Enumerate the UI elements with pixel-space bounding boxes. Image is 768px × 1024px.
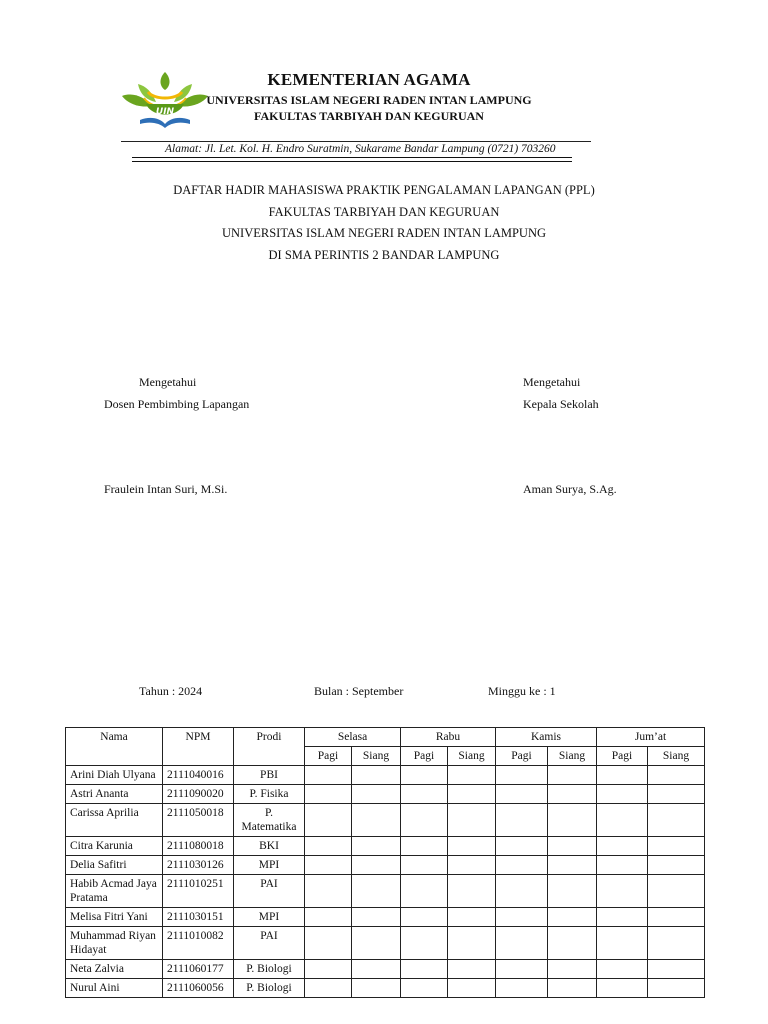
attendance-morning-cell [496, 856, 548, 875]
attendance-afternoon-cell [352, 766, 401, 785]
attendance-morning-cell [597, 875, 648, 908]
attendance-afternoon-cell [648, 785, 705, 804]
attendance-afternoon-cell [448, 785, 496, 804]
right-acknowledged: Mengetahui [523, 375, 581, 389]
student-npm-cell: 2111040016 [163, 766, 234, 785]
student-npm-cell: 2111060177 [163, 960, 234, 979]
attendance-afternoon-cell [352, 927, 401, 960]
attendance-afternoon-cell [448, 837, 496, 856]
student-prodi-cell: P. Matematika [234, 804, 305, 837]
attendance-morning-cell [597, 785, 648, 804]
attendance-morning-cell [305, 856, 352, 875]
attendance-afternoon-cell [548, 856, 597, 875]
attendance-morning-cell [496, 785, 548, 804]
student-name-cell: Melisa Fitri Yani [66, 908, 163, 927]
student-prodi-cell: P. Biologi [234, 979, 305, 998]
attendance-morning-cell [305, 837, 352, 856]
student-prodi-cell: P. Biologi [234, 960, 305, 979]
student-prodi-cell: P. Fisika [234, 785, 305, 804]
student-npm-cell: 2111010251 [163, 875, 234, 908]
student-name-cell: Muhammad Riyan Hidayat [66, 927, 163, 960]
col-header-name: Nama [66, 728, 163, 766]
address-line: Alamat: Jl. Let. Kol. H. Endro Suratmin, Sukarame Bandar Lampung (0721) 703260 [165, 143, 556, 155]
attendance-morning-cell [597, 908, 648, 927]
attendance-morning-cell [597, 837, 648, 856]
student-prodi-cell: PBI [234, 766, 305, 785]
attendance-afternoon-cell [648, 875, 705, 908]
attendance-afternoon-cell [548, 908, 597, 927]
attendance-afternoon-cell [352, 908, 401, 927]
attendance-afternoon-cell [648, 927, 705, 960]
attendance-afternoon-cell [448, 927, 496, 960]
ministry-title: KEMENTERIAN AGAMA [267, 70, 471, 89]
attendance-afternoon-cell [352, 804, 401, 837]
left-signatory-name: Fraulein Intan Suri, M.Si. [104, 482, 228, 496]
col-header-morning: Pagi [401, 747, 448, 766]
header-divider-thin [132, 161, 572, 162]
table-row [66, 875, 705, 908]
header-divider-thick [132, 157, 572, 158]
attendance-afternoon-cell [448, 908, 496, 927]
attendance-afternoon-cell [448, 960, 496, 979]
attendance-afternoon-cell [448, 979, 496, 998]
col-header-afternoon: Siang [648, 747, 705, 766]
attendance-morning-cell [496, 804, 548, 837]
month-label: Bulan : September [314, 684, 404, 698]
table-row [66, 837, 705, 856]
attendance-afternoon-cell [648, 804, 705, 837]
student-prodi-cell: PAI [234, 875, 305, 908]
attendance-morning-cell [597, 927, 648, 960]
university-name: UNIVERSITAS ISLAM NEGERI RADEN INTAN LAMPUNG [206, 93, 532, 107]
attendance-morning-cell [305, 785, 352, 804]
attendance-morning-cell [305, 908, 352, 927]
attendance-morning-cell [305, 875, 352, 908]
table-row [66, 804, 705, 837]
attendance-morning-cell [597, 856, 648, 875]
student-name-cell: Carissa Aprilia [66, 804, 163, 837]
student-name-cell: Astri Ananta [66, 785, 163, 804]
attendance-morning-cell [496, 837, 548, 856]
svg-text:UIN: UIN [155, 107, 175, 117]
attendance-morning-cell [597, 804, 648, 837]
col-header-afternoon: Siang [448, 747, 496, 766]
student-npm-cell: 2111030126 [163, 856, 234, 875]
table-header-row [66, 728, 705, 747]
student-prodi-cell: PAI [234, 927, 305, 960]
left-acknowledged: Mengetahui [139, 375, 197, 389]
attendance-afternoon-cell [548, 837, 597, 856]
student-prodi-cell: MPI [234, 856, 305, 875]
attendance-morning-cell [597, 979, 648, 998]
col-header-morning: Pagi [305, 747, 352, 766]
week-label: Minggu ke : 1 [488, 684, 556, 698]
attendance-morning-cell [401, 908, 448, 927]
attendance-afternoon-cell [548, 875, 597, 908]
attendance-morning-cell [401, 979, 448, 998]
faculty-name: FAKULTAS TARBIYAH DAN KEGURUAN [254, 109, 484, 123]
attendance-afternoon-cell [548, 960, 597, 979]
student-name-cell: Citra Karunia [66, 837, 163, 856]
attendance-morning-cell [401, 785, 448, 804]
student-name-cell: Habib Acmad Jaya Pratama [66, 875, 163, 908]
document-title-line-4: DI SMA PERINTIS 2 BANDAR LAMPUNG [268, 248, 500, 262]
document-title-line-3: UNIVERSITAS ISLAM NEGERI RADEN INTAN LAMPUNG [221, 226, 547, 240]
attendance-afternoon-cell [648, 908, 705, 927]
attendance-morning-cell [496, 927, 548, 960]
attendance-afternoon-cell [648, 837, 705, 856]
attendance-afternoon-cell [352, 785, 401, 804]
attendance-afternoon-cell [648, 766, 705, 785]
student-npm-cell: 2111060056 [163, 979, 234, 998]
table-row [66, 766, 705, 785]
col-header-afternoon: Siang [352, 747, 401, 766]
student-name-cell: Nurul Aini [66, 979, 163, 998]
attendance-morning-cell [597, 766, 648, 785]
student-npm-cell: 2111030151 [163, 908, 234, 927]
student-npm-cell: 2111010082 [163, 927, 234, 960]
student-npm-cell: 2111050018 [163, 804, 234, 837]
attendance-morning-cell [305, 960, 352, 979]
attendance-afternoon-cell [548, 785, 597, 804]
attendance-morning-cell [496, 766, 548, 785]
student-prodi-cell: BKI [234, 837, 305, 856]
student-name-cell: Delia Safitri [66, 856, 163, 875]
table-row [66, 856, 705, 875]
right-signatory-role: Kepala Sekolah [523, 397, 599, 411]
attendance-morning-cell [305, 927, 352, 960]
attendance-morning-cell [305, 979, 352, 998]
attendance-table [65, 727, 705, 998]
attendance-morning-cell [401, 927, 448, 960]
attendance-afternoon-cell [648, 960, 705, 979]
attendance-afternoon-cell [352, 875, 401, 908]
table-row [66, 927, 705, 960]
student-name-cell: Arini Diah Ulyana [66, 766, 163, 785]
table-row [66, 960, 705, 979]
col-header-prodi: Prodi [234, 728, 305, 766]
attendance-morning-cell [401, 766, 448, 785]
year-label: Tahun : 2024 [139, 684, 203, 698]
left-signatory-role: Dosen Pembimbing Lapangan [104, 397, 250, 411]
attendance-morning-cell [401, 856, 448, 875]
col-header-morning: Pagi [496, 747, 548, 766]
attendance-afternoon-cell [448, 875, 496, 908]
attendance-afternoon-cell [548, 979, 597, 998]
attendance-morning-cell [597, 960, 648, 979]
student-npm-cell: 2111080018 [163, 837, 234, 856]
attendance-body [66, 766, 705, 998]
table-row [66, 979, 705, 998]
col-header-npm: NPM [163, 728, 234, 766]
attendance-afternoon-cell [648, 979, 705, 998]
attendance-afternoon-cell [548, 766, 597, 785]
attendance-afternoon-cell [352, 837, 401, 856]
attendance-afternoon-cell [352, 856, 401, 875]
attendance-afternoon-cell [352, 960, 401, 979]
col-header-afternoon: Siang [548, 747, 597, 766]
attendance-morning-cell [305, 766, 352, 785]
col-header-day: Kamis [496, 728, 597, 747]
attendance-morning-cell [401, 804, 448, 837]
attendance-morning-cell [401, 960, 448, 979]
document-title-line-2: FAKULTAS TARBIYAH DAN KEGURUAN [268, 205, 500, 219]
attendance-afternoon-cell [548, 927, 597, 960]
student-prodi-cell: MPI [234, 908, 305, 927]
attendance-afternoon-cell [648, 856, 705, 875]
attendance-morning-cell [496, 979, 548, 998]
attendance-morning-cell [496, 908, 548, 927]
attendance-morning-cell [401, 837, 448, 856]
attendance-afternoon-cell [548, 804, 597, 837]
attendance-afternoon-cell [448, 766, 496, 785]
attendance-afternoon-cell [448, 856, 496, 875]
col-header-day: Jum’at [597, 728, 705, 747]
col-header-morning: Pagi [597, 747, 648, 766]
attendance-morning-cell [401, 875, 448, 908]
attendance-morning-cell [496, 875, 548, 908]
right-signatory-name: Aman Surya, S.Ag. [523, 482, 617, 496]
student-npm-cell: 2111090020 [163, 785, 234, 804]
attendance-afternoon-cell [448, 804, 496, 837]
attendance-morning-cell [496, 960, 548, 979]
col-header-day: Rabu [401, 728, 496, 747]
table-row [66, 908, 705, 927]
col-header-day: Selasa [305, 728, 401, 747]
attendance-afternoon-cell [352, 979, 401, 998]
table-row [66, 785, 705, 804]
header-divider-top [121, 141, 591, 142]
document-title-line-1: DAFTAR HADIR MAHASISWA PRAKTIK PENGALAMAN LAPANGAN (PPL) [173, 183, 595, 197]
student-name-cell: Neta Zalvia [66, 960, 163, 979]
attendance-morning-cell [305, 804, 352, 837]
